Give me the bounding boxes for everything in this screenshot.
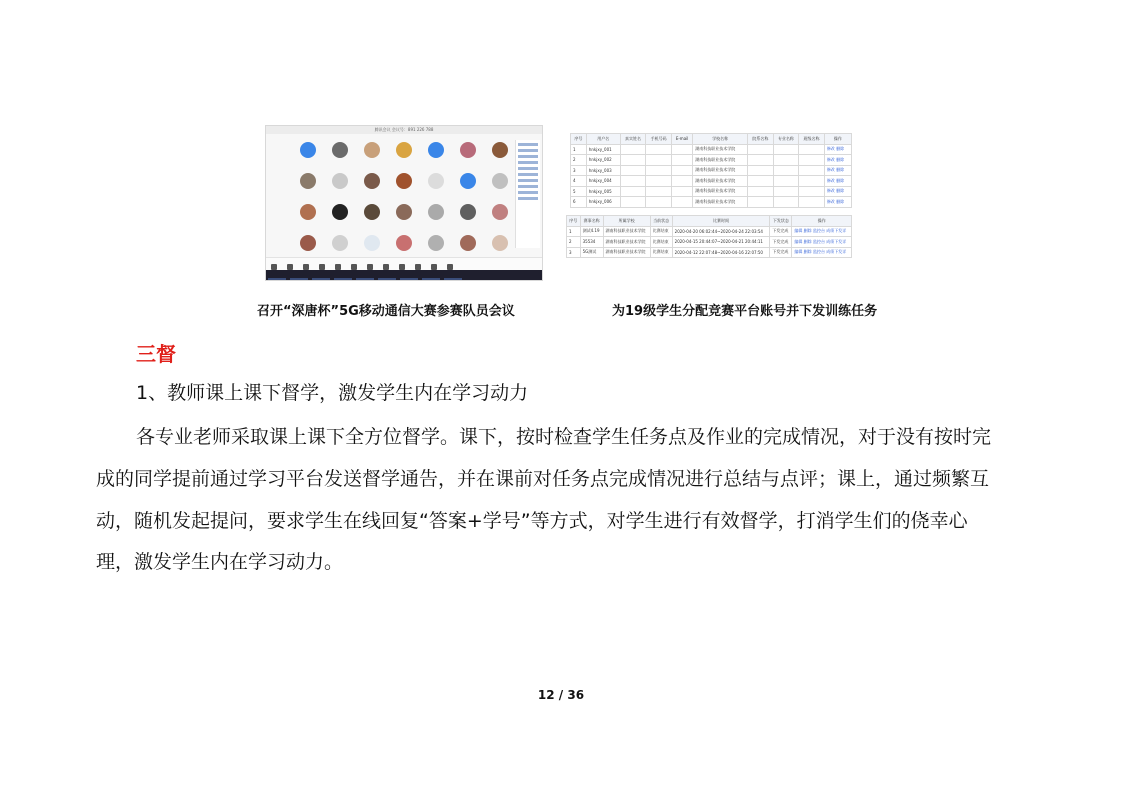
table-row — [571, 165, 852, 176]
accounts-action-links[interactable]: 修改 删除 — [824, 186, 851, 197]
accounts-cell — [646, 176, 672, 187]
avatar — [460, 142, 476, 158]
participant-tile — [326, 171, 354, 199]
avatar — [428, 204, 444, 220]
tasks-header-cell: 赛事名称 — [580, 216, 603, 227]
tasks-action-links[interactable]: 编辑 删除 监控台 成绩下发详 — [792, 226, 852, 237]
accounts-cell — [671, 197, 692, 208]
tasks-cell: 2 — [567, 237, 581, 248]
avatar — [396, 235, 412, 251]
accounts-cell — [748, 155, 774, 166]
accounts-cell — [646, 155, 672, 166]
table-row — [571, 176, 852, 187]
accounts-cell: 湖南科技职业技术学院 — [693, 176, 748, 187]
accounts-cell — [773, 165, 799, 176]
accounts-action-links[interactable]: 修改 删除 — [824, 144, 851, 155]
accounts-cell: hnkjxy_003 — [586, 165, 620, 176]
accounts-cell — [748, 144, 774, 155]
avatar — [300, 173, 316, 189]
avatar — [428, 235, 444, 251]
accounts-cell: hnkjxy_006 — [586, 197, 620, 208]
accounts-cell — [799, 155, 825, 166]
left-figure-caption: 召开“深唐杯”5G移动通信大赛参赛队员会议 — [257, 304, 515, 319]
tasks-header-cell: 比赛时间 — [672, 216, 770, 227]
table-row — [567, 237, 852, 248]
tasks-table — [566, 215, 852, 258]
accounts-cell — [799, 186, 825, 197]
avatar — [492, 235, 508, 251]
accounts-cell — [646, 144, 672, 155]
accounts-cell: 湖南科技职业技术学院 — [693, 186, 748, 197]
accounts-table — [570, 133, 852, 208]
tasks-cell: 比赛结束 — [650, 237, 672, 248]
tasks-cell: 2020-04-12 22:07:48~2020-04-16 22:07:50 — [672, 247, 770, 258]
meeting-window-title: 腾讯会议 会议号：891 226 788 — [266, 126, 542, 134]
accounts-header-cell: 院系名称 — [748, 134, 774, 145]
participant-tile — [390, 171, 418, 199]
paragraph-line-4: 理，激发学生内在学习动力。 — [96, 551, 344, 573]
meeting-screenshot — [265, 125, 543, 281]
accounts-cell: 3 — [571, 165, 587, 176]
accounts-cell: hnkjxy_002 — [586, 155, 620, 166]
accounts-header-cell: E-mail — [671, 134, 692, 145]
tasks-header-cell: 当前状态 — [650, 216, 672, 227]
accounts-cell — [671, 144, 692, 155]
tasks-cell: 湖南科技职业技术学院 — [603, 247, 650, 258]
accounts-header-cell: 学校名称 — [693, 134, 748, 145]
page-number: 12 / 36 — [537, 688, 585, 702]
accounts-cell — [671, 186, 692, 197]
tasks-header-cell: 所属学校 — [603, 216, 650, 227]
avatar — [364, 204, 380, 220]
avatar — [364, 173, 380, 189]
participant-tile — [390, 140, 418, 168]
accounts-cell — [620, 155, 646, 166]
paragraph-line-3: 动，随机发起提问，要求学生在线回复“答案+学号”等方式，对学生进行有效督学，打消学生们的侥幸心 — [96, 510, 968, 532]
tasks-cell: 5G测试 — [580, 247, 603, 258]
avatar — [300, 142, 316, 158]
accounts-header-cell: 专业名称 — [773, 134, 799, 145]
accounts-cell — [773, 197, 799, 208]
tasks-cell: 1 — [567, 226, 581, 237]
tasks-cell: 湖南科技职业技术学院 — [603, 237, 650, 248]
accounts-cell — [773, 155, 799, 166]
avatar — [396, 204, 412, 220]
accounts-cell — [620, 176, 646, 187]
accounts-action-links[interactable]: 修改 删除 — [824, 165, 851, 176]
accounts-header-cell: 手机号码 — [646, 134, 672, 145]
avatar — [428, 173, 444, 189]
tasks-cell: 比赛结束 — [650, 226, 672, 237]
accounts-header-cell: 班级名称 — [799, 134, 825, 145]
tasks-cell: 测试4.19 — [580, 226, 603, 237]
participant-tile — [486, 171, 514, 199]
accounts-cell — [646, 165, 672, 176]
accounts-header-cell: 用户名 — [586, 134, 620, 145]
avatar — [332, 204, 348, 220]
participant-tile — [358, 171, 386, 199]
participant-tile — [358, 140, 386, 168]
accounts-cell — [799, 165, 825, 176]
table-row — [567, 247, 852, 258]
participant-grid — [294, 140, 518, 262]
table-row — [567, 226, 852, 237]
avatar — [300, 235, 316, 251]
accounts-cell: 湖南科技职业技术学院 — [693, 144, 748, 155]
participant-tile — [422, 140, 450, 168]
participant-tile — [422, 202, 450, 230]
avatar — [460, 235, 476, 251]
accounts-cell — [646, 197, 672, 208]
table-row — [571, 186, 852, 197]
tasks-header-cell: 下发状态 — [770, 216, 792, 227]
avatar — [460, 204, 476, 220]
accounts-header-cell: 真实姓名 — [620, 134, 646, 145]
accounts-cell: 湖南科技职业技术学院 — [693, 197, 748, 208]
right-figure-caption: 为19级学生分配竞赛平台账号并下发训练任务 — [612, 304, 878, 319]
tasks-header-cell: 序号 — [567, 216, 581, 227]
participant-tile — [326, 202, 354, 230]
chat-panel — [515, 140, 540, 248]
tasks-cell: 下发完成 — [770, 247, 792, 258]
avatar — [492, 173, 508, 189]
avatar — [332, 235, 348, 251]
participant-tile — [294, 140, 322, 168]
tasks-header-cell: 操作 — [792, 216, 852, 227]
accounts-cell — [620, 197, 646, 208]
accounts-cell — [671, 165, 692, 176]
avatar — [364, 235, 380, 251]
avatar — [396, 142, 412, 158]
avatar — [332, 142, 348, 158]
accounts-cell: hnkjxy_004 — [586, 176, 620, 187]
tasks-cell: 2020-04-20 06:02:44~2020-04-24 22:03:54 — [672, 226, 770, 237]
accounts-cell: 4 — [571, 176, 587, 187]
accounts-cell — [748, 197, 774, 208]
accounts-cell: hnkjxy_001 — [586, 144, 620, 155]
accounts-cell — [748, 186, 774, 197]
table-row — [571, 144, 852, 155]
paragraph-line-2: 成的同学提前通过学习平台发送督学通告，并在课前对任务点完成情况进行总结与点评；课上，通过频繁互 — [96, 468, 990, 490]
tasks-action-links[interactable]: 编辑 删除 监控台 成绩下发详 — [792, 247, 852, 258]
accounts-cell — [671, 176, 692, 187]
tasks-cell: 下发完成 — [770, 226, 792, 237]
accounts-cell — [620, 186, 646, 197]
tasks-cell: 2020-04-15 20:44:07~2020-04-21 20:44:11 — [672, 237, 770, 248]
avatar — [332, 173, 348, 189]
participant-tile — [486, 140, 514, 168]
accounts-cell: 5 — [571, 186, 587, 197]
table-row — [571, 197, 852, 208]
tasks-cell: 比赛结束 — [650, 247, 672, 258]
meeting-toolbar — [266, 257, 542, 270]
accounts-cell — [748, 165, 774, 176]
participant-tile — [390, 202, 418, 230]
section-heading: 三督 — [136, 342, 176, 366]
avatar — [364, 142, 380, 158]
windows-taskbar — [266, 270, 542, 280]
accounts-cell — [773, 176, 799, 187]
platform-screenshot — [566, 129, 852, 276]
participant-tile — [294, 171, 322, 199]
accounts-cell — [799, 197, 825, 208]
accounts-cell — [773, 144, 799, 155]
accounts-cell: 2 — [571, 155, 587, 166]
accounts-header-cell: 序号 — [571, 134, 587, 145]
accounts-cell — [620, 144, 646, 155]
accounts-cell — [671, 155, 692, 166]
accounts-cell — [773, 186, 799, 197]
accounts-cell: 6 — [571, 197, 587, 208]
avatar — [396, 173, 412, 189]
paragraph-line-1: 各专业老师采取课上课下全方位督学。课下，按时检查学生任务点及作业的完成情况，对于没有按时完 — [136, 426, 992, 448]
tasks-cell: 35534 — [580, 237, 603, 248]
accounts-cell — [799, 176, 825, 187]
accounts-cell — [748, 176, 774, 187]
avatar — [300, 204, 316, 220]
accounts-action-links[interactable]: 修改 删除 — [824, 155, 851, 166]
accounts-cell: 湖南科技职业技术学院 — [693, 155, 748, 166]
accounts-cell: hnkjxy_005 — [586, 186, 620, 197]
accounts-action-links[interactable]: 修改 删除 — [824, 197, 851, 208]
avatar — [492, 204, 508, 220]
participant-tile — [294, 202, 322, 230]
avatar — [492, 142, 508, 158]
avatar — [428, 142, 444, 158]
tasks-action-links[interactable]: 编辑 删除 监控台 成绩下发详 — [792, 237, 852, 248]
tasks-cell: 3 — [567, 247, 581, 258]
accounts-cell: 1 — [571, 144, 587, 155]
tasks-cell: 湖南科技职业技术学院 — [603, 226, 650, 237]
accounts-cell — [799, 144, 825, 155]
avatar — [460, 173, 476, 189]
tasks-cell: 下发完成 — [770, 237, 792, 248]
accounts-action-links[interactable]: 修改 删除 — [824, 176, 851, 187]
participant-tile — [454, 171, 482, 199]
participant-tile — [486, 202, 514, 230]
table-row — [571, 155, 852, 166]
participant-tile — [454, 140, 482, 168]
participant-tile — [326, 140, 354, 168]
accounts-cell — [620, 165, 646, 176]
accounts-cell — [646, 186, 672, 197]
accounts-header-cell: 操作 — [824, 134, 851, 145]
section-subheading: 1、教师课上课下督学，激发学生内在学习动力 — [136, 382, 529, 404]
participant-tile — [454, 202, 482, 230]
participant-tile — [422, 171, 450, 199]
accounts-cell: 湖南科技职业技术学院 — [693, 165, 748, 176]
participant-tile — [358, 202, 386, 230]
